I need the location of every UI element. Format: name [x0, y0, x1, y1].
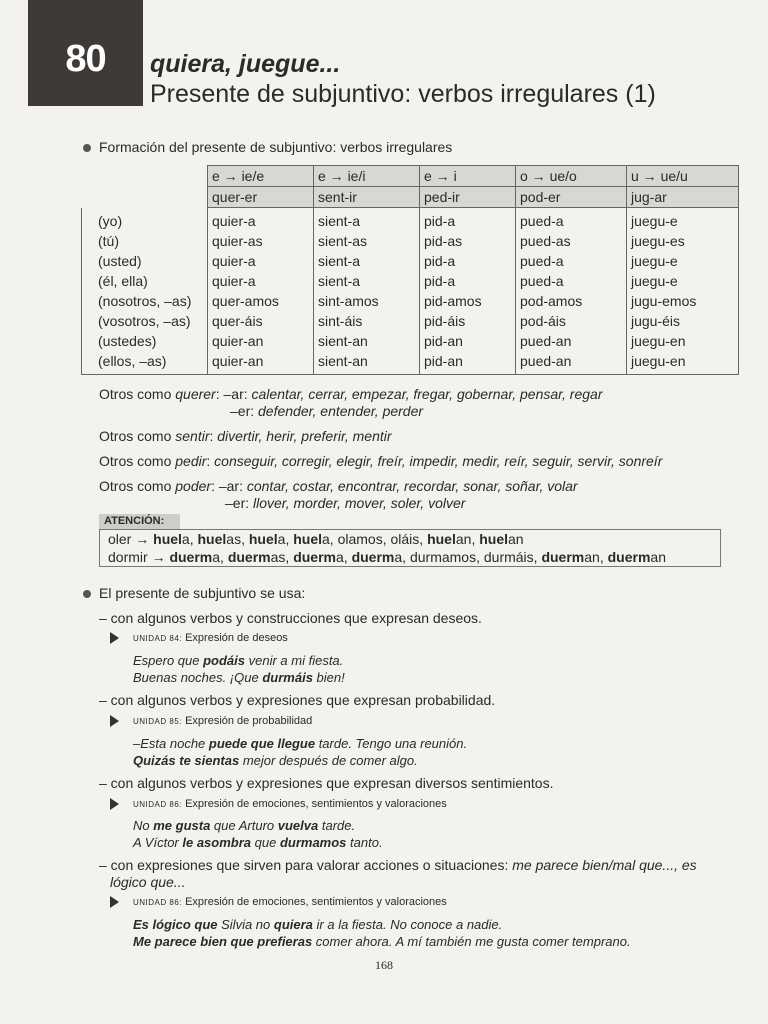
verb-form: huelan — [427, 531, 472, 547]
table-row — [82, 271, 739, 291]
ending-label: : –ar: — [215, 386, 252, 402]
use-item: – con algunos verbos y construcciones que expresan deseos. — [99, 610, 482, 626]
form-cell: pued-an — [516, 351, 627, 375]
pointer-icon — [110, 715, 119, 727]
others-label: Otros como — [99, 428, 176, 444]
form-cell: juegu-e — [627, 251, 739, 271]
form-cell: quier-a — [208, 251, 314, 271]
others-label: Otros como — [99, 453, 176, 469]
verb-form: duermas — [227, 549, 286, 565]
model-verb: poder — [175, 478, 212, 494]
pattern-header: e → ie/i — [314, 166, 420, 187]
examples — [133, 652, 345, 686]
verb-form: huelas — [197, 531, 242, 547]
use-expression: me parece bien/mal que..., es — [512, 857, 697, 873]
verb-header: pod-er — [516, 187, 627, 208]
conjugated-forms: duerma, duermas, duerma, duerma, durmamos, durmáis, duerman, duerman — [169, 549, 666, 565]
model-verb: sentir — [175, 428, 210, 444]
ending-label: –er: — [230, 403, 259, 419]
verb-list: llover, morder, mover, soler, volver — [253, 495, 466, 511]
table-row — [82, 311, 739, 331]
unit-badge — [28, 0, 143, 106]
form-cell: pid-áis — [420, 311, 516, 331]
form-cell: sint-amos — [314, 291, 420, 311]
verb-form: huela — [153, 531, 190, 547]
verb-list: conseguir, corregir, elegir, freír, impedir, medir, reír, seguir, servir, sonreír — [214, 453, 663, 469]
use-item: – con algunos verbos y expresiones que expresan diversos sentimientos. — [99, 775, 554, 791]
form-cell: pod-amos — [516, 291, 627, 311]
example-sentence: A Víctor le asombra que durmamos tanto. — [133, 835, 383, 850]
verb-header: sent-ir — [314, 187, 420, 208]
verb-list: divertir, herir, preferir, mentir — [217, 428, 392, 444]
form-cell: sient-a — [314, 208, 420, 232]
example-sentence: –Esta noche puede que llegue tarde. Tengo una reunión. — [133, 736, 468, 751]
reference-unit: UNIDAD 86: — [133, 898, 183, 907]
form-cell: quier-an — [208, 351, 314, 375]
conjugation-body — [82, 208, 739, 375]
pointer-icon — [110, 632, 119, 644]
unit-reference — [110, 632, 288, 644]
arrow-icon: → — [135, 531, 150, 547]
form-cell: pued-an — [516, 331, 627, 351]
pattern-header: u → ue/u — [627, 166, 739, 187]
reference-title: Expresión de emociones, sentimientos y valoraciones — [185, 896, 447, 908]
verb-list: defender, entender, perder — [258, 403, 424, 419]
unit-reference — [110, 715, 312, 727]
conjugation-table — [81, 165, 739, 375]
form-cell: pid-a — [420, 271, 516, 291]
form-cell: quer-áis — [208, 311, 314, 331]
others-querer — [99, 386, 603, 420]
form-cell: pid-as — [420, 231, 516, 251]
table-row — [82, 331, 739, 351]
ending-label: : –ar: — [211, 478, 247, 494]
arrow-icon: → — [151, 549, 166, 565]
example-sentence: Me parece bien que prefieras comer ahora. A mí también me gusta comer temprano. — [133, 934, 631, 949]
example-sentence: Espero que podáis venir a mi fiesta. — [133, 653, 344, 668]
person-cell: (ustedes) — [82, 331, 208, 351]
pattern-header: e → i — [420, 166, 516, 187]
others-pedir: Otros como pedir: conseguir, corregir, elegir, freír, impedir, medir, reír, seguir, servir, sonreír — [99, 453, 663, 469]
person-cell: (yo) — [82, 208, 208, 232]
person-cell: (ellos, –as) — [82, 351, 208, 375]
person-cell: (vosotros, –as) — [82, 311, 208, 331]
examples — [133, 916, 631, 950]
bullet-icon — [83, 590, 91, 598]
form-cell: juegu-en — [627, 331, 739, 351]
form-cell: jugu-éis — [627, 311, 739, 331]
verb-form: olamos — [337, 531, 383, 547]
form-cell: sient-a — [314, 251, 420, 271]
form-cell: sint-áis — [314, 311, 420, 331]
form-cell: sient-as — [314, 231, 420, 251]
verb-form: durmáis — [483, 549, 534, 565]
form-cell: pued-a — [516, 251, 627, 271]
form-cell: pid-a — [420, 251, 516, 271]
bullet-icon — [83, 144, 91, 152]
use-text: – con expresiones que sirven para valorar acciones o situaciones: — [99, 857, 513, 873]
form-cell: pod-áis — [516, 311, 627, 331]
unit-reference — [110, 896, 447, 908]
pattern-header: e → ie/e — [208, 166, 314, 187]
person-cell: (él, ella) — [82, 271, 208, 291]
pointer-icon — [110, 896, 119, 908]
unit-number: 80 — [65, 38, 106, 80]
section-heading: Formación del presente de subjuntivo: verbos irregulares — [99, 139, 453, 155]
person-cell: (tú) — [82, 231, 208, 251]
section-heading: El presente de subjuntivo se usa: — [99, 585, 306, 601]
reference-title: Expresión de deseos — [185, 632, 288, 644]
form-cell: sient-a — [314, 271, 420, 291]
verb-header: jug-ar — [627, 187, 739, 208]
verb-form: duerman — [541, 549, 600, 565]
model-verb: pedir — [175, 453, 207, 469]
attention-label: ATENCIÓN: — [99, 514, 180, 529]
form-cell: quier-an — [208, 331, 314, 351]
form-cell: juegu-es — [627, 231, 739, 251]
verb-form: duerma — [169, 549, 221, 565]
others-sentir: Otros como sentir: divertir, herir, preferir, mentir — [99, 428, 392, 444]
form-cell: pued-as — [516, 231, 627, 251]
form-cell: juegu-e — [627, 208, 739, 232]
verb-form: huela — [248, 531, 286, 547]
example-sentence: No me gusta que Arturo vuelva tarde. — [133, 818, 356, 833]
table-corner — [82, 187, 208, 208]
infinitive: dormir — [108, 549, 148, 565]
verb-header: quer-er — [208, 187, 314, 208]
form-cell: quier-a — [208, 271, 314, 291]
attention-dormir — [108, 548, 720, 566]
ending-label: –er: — [225, 495, 254, 511]
form-cell: juegu-en — [627, 351, 739, 375]
unit-reference — [110, 798, 447, 810]
verb-form: duerma — [293, 549, 344, 565]
person-cell: (nosotros, –as) — [82, 291, 208, 311]
attention-oler — [108, 530, 720, 548]
reference-title: Expresión de probabilidad — [185, 715, 313, 727]
form-cell: pued-a — [516, 208, 627, 232]
use-item: – con algunos verbos y expresiones que expresan probabilidad. — [99, 692, 496, 708]
form-cell: pid-a — [420, 208, 516, 232]
form-cell: pid-an — [420, 351, 516, 375]
form-cell: jugu-emos — [627, 291, 739, 311]
verb-form: duerman — [607, 549, 666, 565]
model-verb: querer — [175, 386, 216, 402]
verb-form: duerma — [351, 549, 403, 565]
table-row — [82, 208, 739, 232]
verb-form: durmamos — [409, 549, 477, 565]
page-number: 168 — [375, 958, 393, 972]
verb-form: huela — [293, 531, 330, 547]
others-label: Otros como — [99, 386, 176, 402]
verb-header: ped-ir — [420, 187, 516, 208]
conjugated-forms: huela, huelas, huela, huela, olamos, oláis, huelan, huelan — [153, 531, 524, 547]
use-expression: lógico que... — [110, 874, 186, 890]
reference-title: Expresión de emociones, sentimientos y valoraciones — [185, 798, 447, 810]
form-cell: pid-amos — [420, 291, 516, 311]
reference-unit: UNIDAD 86: — [133, 800, 183, 809]
table-row — [82, 251, 739, 271]
examples — [133, 817, 383, 851]
verb-form: huelan — [479, 531, 524, 547]
table-row — [82, 231, 739, 251]
form-cell: sient-an — [314, 351, 420, 375]
form-cell: juegu-e — [627, 271, 739, 291]
attention-box — [99, 529, 721, 567]
form-cell: pid-an — [420, 331, 516, 351]
table-row — [82, 291, 739, 311]
table-corner — [82, 166, 208, 187]
verb-form: oláis — [390, 531, 420, 547]
form-cell: pued-a — [516, 271, 627, 291]
pattern-header: o → ue/o — [516, 166, 627, 187]
form-cell: sient-an — [314, 331, 420, 351]
examples — [133, 735, 467, 769]
person-cell: (usted) — [82, 251, 208, 271]
example-sentence: Es lógico que Silvia no quiera ir a la fiesta. No conoce a nadie. — [133, 917, 503, 932]
verb-list: calentar, cerrar, empezar, fregar, gobernar, pensar, regar — [251, 386, 603, 402]
example-sentence: Quizás te sientas mejor después de comer algo. — [133, 753, 418, 768]
infinitive: oler — [108, 531, 132, 547]
page-title-italic: quiera, juegue... — [150, 50, 341, 78]
reference-unit: UNIDAD 84: — [133, 634, 183, 643]
form-cell: quier-a — [208, 208, 314, 232]
use-item — [99, 857, 697, 891]
verb-list: contar, costar, encontrar, recordar, sonar, soñar, volar — [246, 478, 578, 494]
table-row — [82, 351, 739, 375]
example-sentence: Buenas noches. ¡Que durmáis bien! — [133, 670, 345, 685]
others-label: Otros como — [99, 478, 176, 494]
page-title: Presente de subjuntivo: verbos irregulares (1) — [150, 80, 656, 108]
form-cell: quer-amos — [208, 291, 314, 311]
form-cell: quier-as — [208, 231, 314, 251]
reference-unit: UNIDAD 85: — [133, 717, 183, 726]
others-poder — [99, 478, 578, 512]
pointer-icon — [110, 798, 119, 810]
